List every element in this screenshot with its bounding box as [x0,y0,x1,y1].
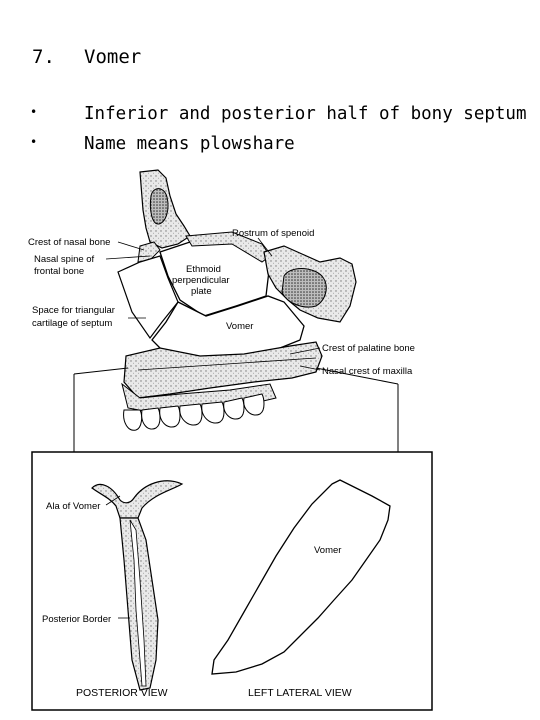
tooth [224,398,244,419]
tooth [180,404,202,425]
tooth [142,408,160,429]
label-palatine: Crest of palatine bone [322,343,415,354]
bullet-text: Inferior and posterior half of bony septum [84,104,527,124]
vomer-views-panel [32,452,432,710]
label-posterior-border: Posterior Border [42,614,112,625]
label-ala-of-vomer: Ala of Vomer [46,501,101,512]
frontal-sinus-shape [150,189,168,224]
slide-number: 7. [32,46,55,68]
label-ethmoid-3: plate [191,286,212,297]
bullet-marker: • [30,105,38,119]
label-triangular-2: cartilage of septum [32,318,113,329]
bullet-marker: • [30,135,38,149]
tooth [160,406,180,427]
label-triangular-1: Space for triangular [32,305,115,316]
label-nasal-spine-1: Nasal spine of [34,254,95,265]
slide-title: Vomer [84,46,142,68]
septum-diagram [28,170,415,452]
tooth [202,402,224,423]
label-maxilla: Nasal crest of maxilla [322,366,413,377]
caption-left-lateral-view: LEFT LATERAL VIEW [248,687,352,699]
label-vomer-top: Vomer [226,321,254,332]
label-nasal-spine-2: frontal bone [34,266,85,277]
bullet-text: Name means plowshare [84,134,295,154]
inset-connector-line [74,368,128,374]
tooth [124,410,142,430]
label-vomer-lateral: Vomer [314,545,342,556]
label-rostrum: Rostrum of spenoid [232,228,315,239]
label-ethmoid-1: Ethmoid [186,264,221,275]
caption-posterior-view: POSTERIOR VIEW [76,687,168,699]
tooth [244,394,264,415]
label-ethmoid-2: perpendicular [172,275,230,286]
label-crest-nasal-bone: Crest of nasal bone [28,237,111,248]
